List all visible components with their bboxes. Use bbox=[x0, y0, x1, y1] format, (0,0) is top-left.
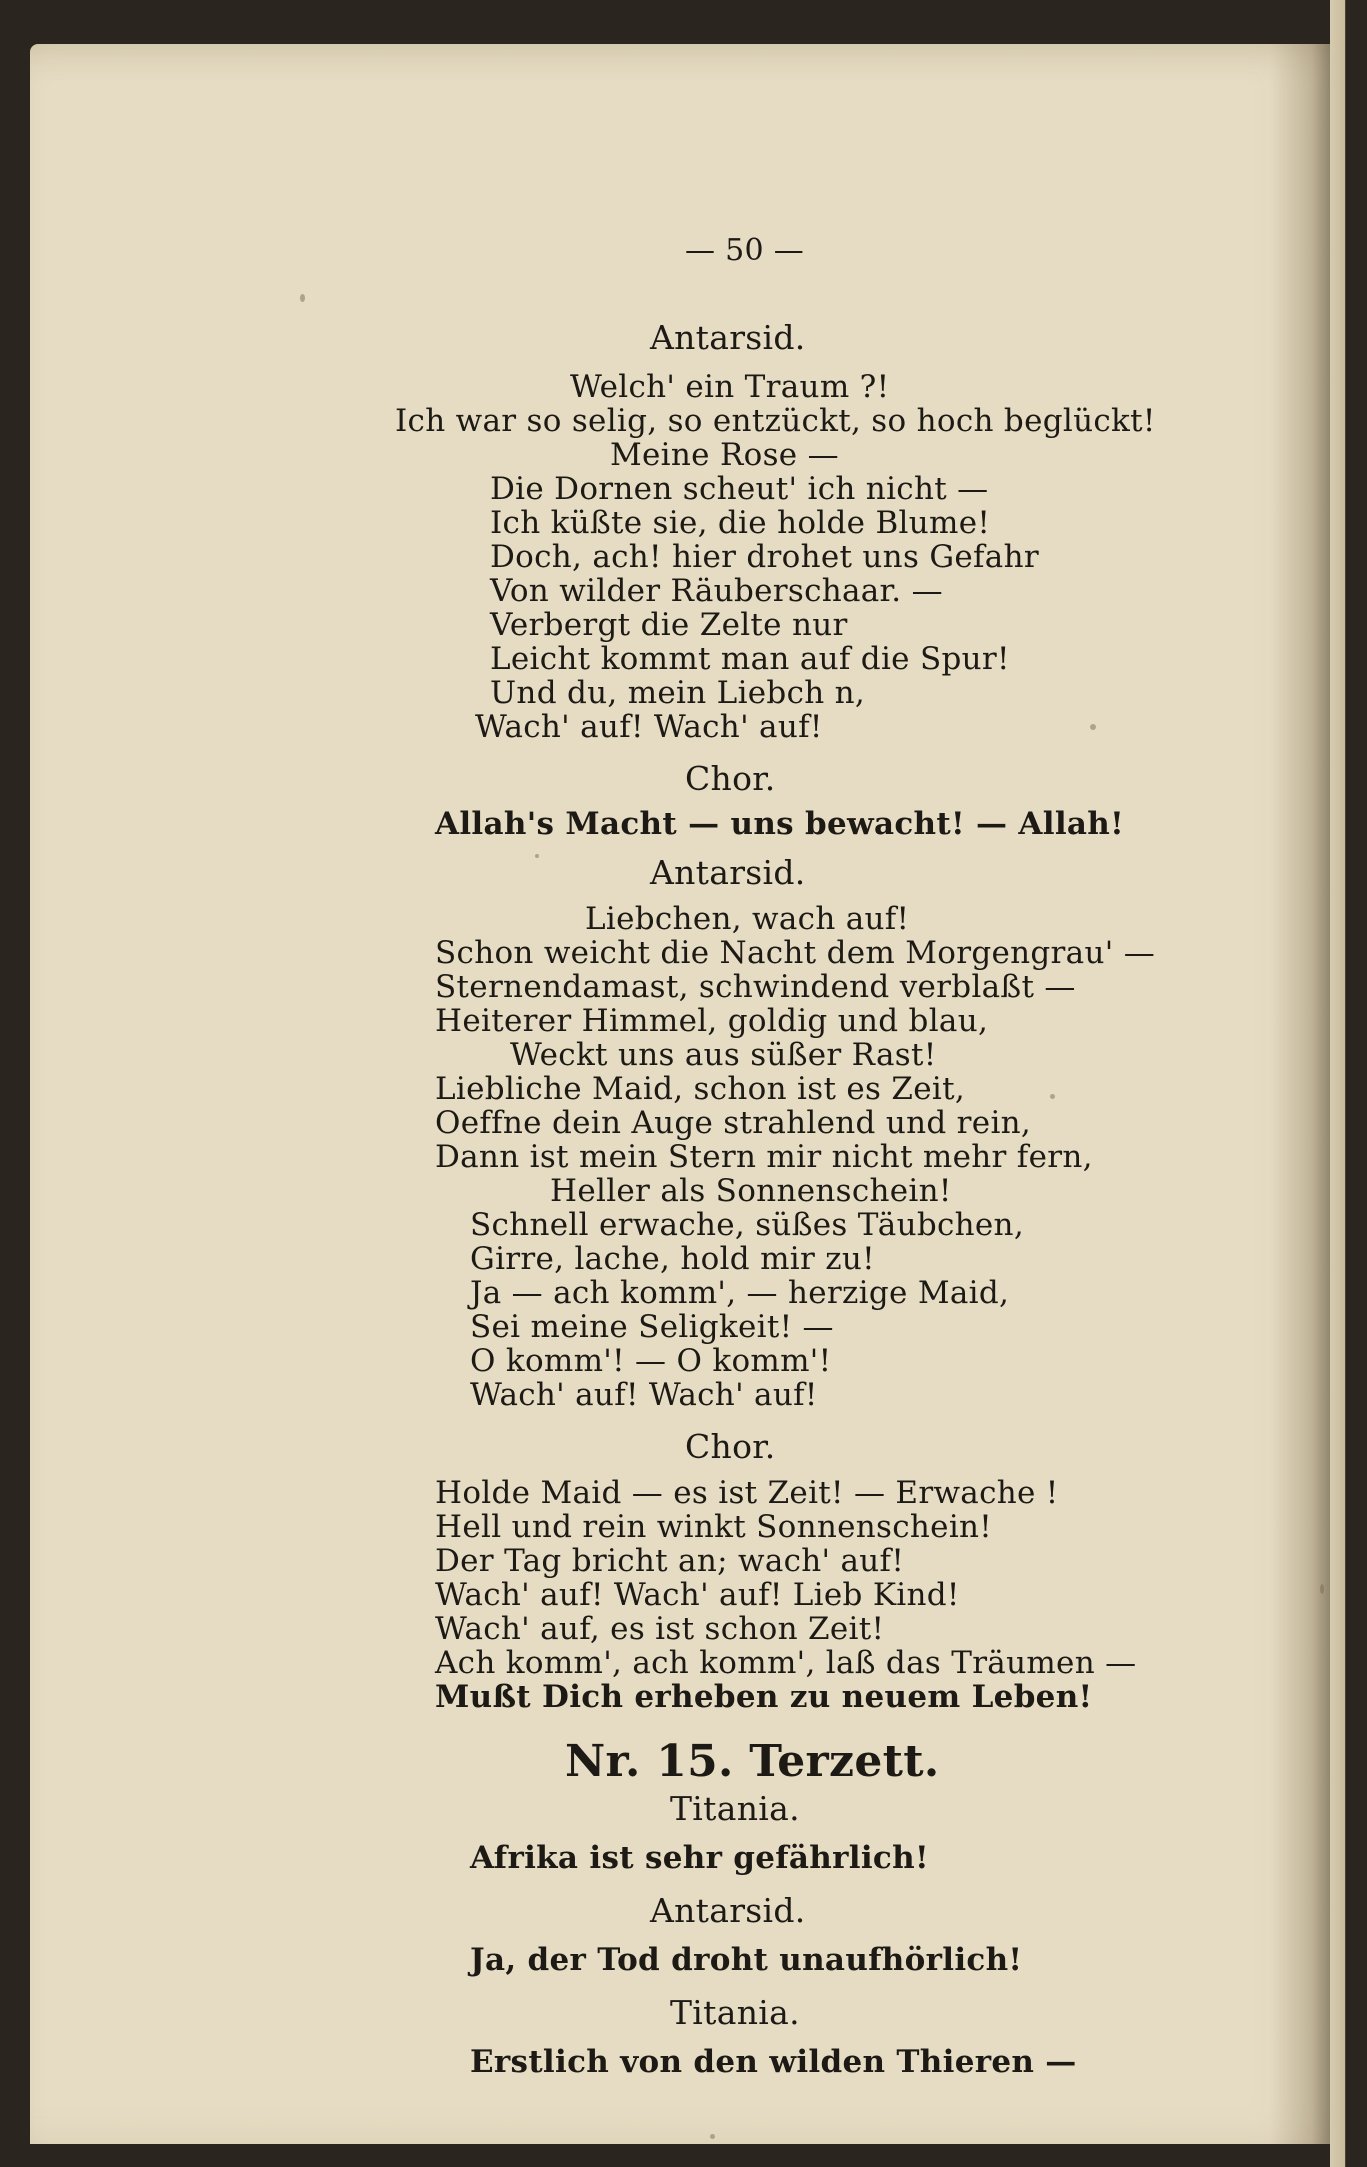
speaker-name: Titania. bbox=[670, 1993, 800, 2032]
verse-line: Verbergt die Zelte nur bbox=[490, 607, 848, 643]
verse-line: Wach' auf! Wach' auf! Lieb Kind! bbox=[435, 1577, 960, 1613]
paper-speck bbox=[535, 854, 539, 858]
verse-line: Sternendamast, schwindend verblaßt — bbox=[435, 969, 1076, 1005]
verse-line: Weckt uns aus süßer Rast! bbox=[510, 1037, 937, 1073]
speaker-name: Antarsid. bbox=[650, 853, 806, 892]
verse-line: Girre, lache, hold mir zu! bbox=[470, 1241, 875, 1277]
verse-line: Heller als Sonnenschein! bbox=[550, 1173, 952, 1209]
verse-line: Ich küßte sie, die holde Blume! bbox=[490, 505, 991, 541]
verse-line: Von wilder Räuberschaar. — bbox=[490, 573, 943, 609]
speaker-name: Chor. bbox=[685, 1427, 776, 1466]
paper-speck bbox=[300, 294, 305, 302]
verse-line: Wach' auf! Wach' auf! bbox=[475, 709, 823, 745]
verse-line: Liebliche Maid, schon ist es Zeit, bbox=[435, 1071, 966, 1107]
verse-line: Allah's Macht — uns bewacht! — Allah! bbox=[435, 806, 1125, 842]
verse-line: O komm'! — O komm'! bbox=[470, 1343, 832, 1379]
verse-line: Heiterer Himmel, goldig und blau, bbox=[435, 1003, 989, 1039]
verse-line: Ja, der Tod droht unaufhörlich! bbox=[470, 1942, 1023, 1978]
verse-line: Sei meine Seligkeit! — bbox=[470, 1309, 834, 1345]
page-number: — 50 — bbox=[685, 233, 805, 268]
paper-speck bbox=[1090, 724, 1096, 730]
verse-line: Holde Maid — es ist Zeit! — Erwache ! bbox=[435, 1475, 1059, 1511]
verse-line: Und du, mein Liebch n, bbox=[490, 675, 866, 711]
verse-line: Hell und rein winkt Sonnenschein! bbox=[435, 1509, 993, 1545]
verse-line: Ich war so selig, so entzückt, so hoch beglückt! bbox=[395, 403, 1156, 439]
verse-line: Die Dornen scheut' ich nicht — bbox=[490, 471, 989, 507]
section-heading: Nr. 15. Terzett. bbox=[565, 1736, 940, 1787]
verse-line: Leicht kommt man auf die Spur! bbox=[490, 641, 1010, 677]
speaker-name: Antarsid. bbox=[650, 1891, 806, 1930]
verse-line: Liebchen, wach auf! bbox=[585, 901, 910, 937]
paper-speck bbox=[710, 2134, 715, 2139]
page-edge bbox=[1330, 0, 1367, 2167]
paper-speck bbox=[1320, 1584, 1324, 1594]
verse-line: Mußt Dich erheben zu neuem Leben! bbox=[435, 1679, 1093, 1715]
page-text bbox=[30, 44, 1330, 2144]
verse-line: Erstlich von den wilden Thieren — bbox=[470, 2044, 1077, 2080]
speaker-name: Antarsid. bbox=[650, 318, 806, 357]
verse-line: Doch, ach! hier drohet uns Gefahr bbox=[490, 539, 1039, 575]
speaker-name: Chor. bbox=[685, 759, 776, 798]
verse-line: Schon weicht die Nacht dem Morgengrau' — bbox=[435, 935, 1155, 971]
verse-line: Afrika ist sehr gefährlich! bbox=[470, 1840, 929, 1876]
verse-line: Meine Rose — bbox=[610, 437, 839, 473]
verse-line: Welch' ein Traum ?! bbox=[570, 369, 890, 405]
verse-line: Der Tag bricht an; wach' auf! bbox=[435, 1543, 905, 1579]
paper-speck bbox=[1050, 1094, 1055, 1099]
verse-line: Wach' auf, es ist schon Zeit! bbox=[435, 1611, 885, 1647]
verse-line: Wach' auf! Wach' auf! bbox=[470, 1377, 818, 1413]
book-page bbox=[30, 44, 1330, 2144]
speaker-name: Titania. bbox=[670, 1789, 800, 1828]
verse-line: Ach komm', ach komm', laß das Träumen — bbox=[435, 1645, 1137, 1681]
verse-line: Oeffne dein Auge strahlend und rein, bbox=[435, 1105, 1032, 1141]
verse-line: Ja — ach komm', — herzige Maid, bbox=[470, 1275, 1010, 1311]
verse-line: Dann ist mein Stern mir nicht mehr fern, bbox=[435, 1139, 1093, 1175]
verse-line: Schnell erwache, süßes Täubchen, bbox=[470, 1207, 1024, 1243]
